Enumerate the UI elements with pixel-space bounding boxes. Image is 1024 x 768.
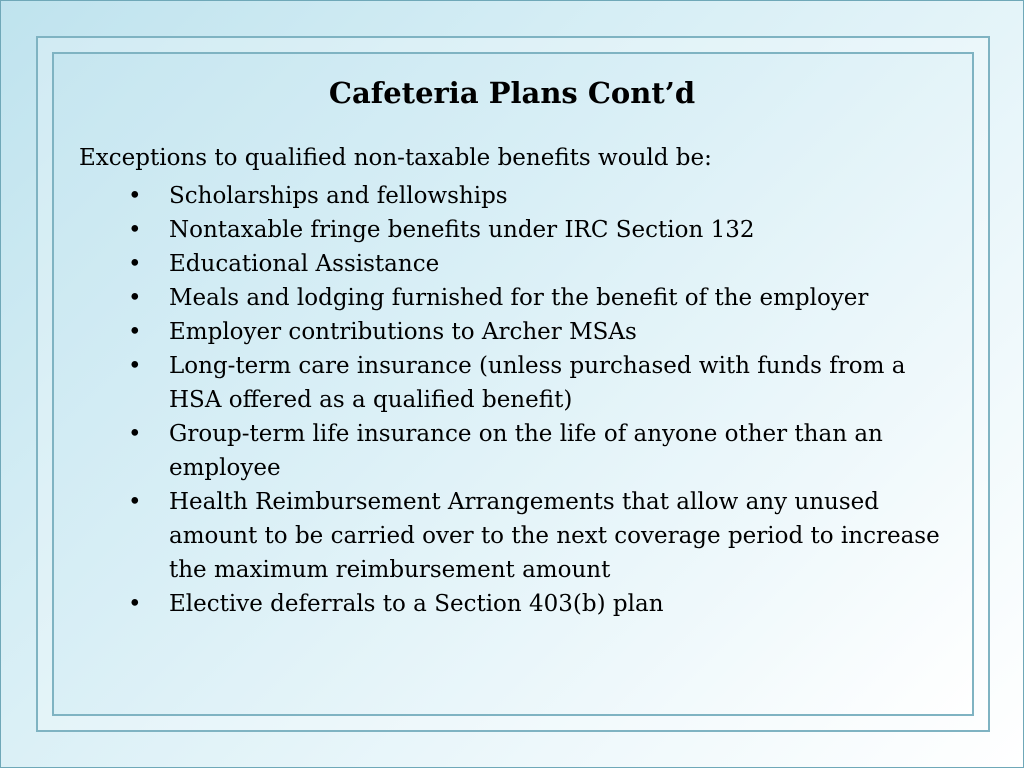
bullet-text: Meals and lodging furnished for the benefit of the employer — [169, 285, 869, 311]
bullet-text: Employer contributions to Archer MSAs — [169, 319, 637, 345]
slide-title: Cafeteria Plans Cont’d — [328, 76, 696, 110]
bullet-text: Long-term care insurance (unless purchased with funds from a HSA offered as a qualified benefit) — [169, 353, 906, 413]
bullet-text: Group-term life insurance on the life of anyone other than an employee — [169, 421, 883, 481]
bullet-list — [128, 179, 943, 621]
bullet-item — [128, 349, 943, 417]
bullet-text: Elective deferrals to a Section 403(b) plan — [169, 591, 664, 617]
bullet-icon: • — [128, 489, 142, 515]
bullet-text: Educational Assistance — [169, 251, 440, 277]
bullet-item — [128, 281, 943, 315]
bullet-item — [128, 417, 943, 485]
bullet-item — [128, 213, 943, 247]
bullet-icon: • — [128, 183, 142, 209]
bullet-icon: • — [128, 217, 142, 243]
bullet-item — [128, 587, 943, 621]
bullet-icon: • — [128, 421, 142, 447]
bullet-icon: • — [128, 353, 142, 379]
bullet-text: Scholarships and fellowships — [169, 183, 508, 209]
bullet-item — [128, 247, 943, 281]
bullet-item — [128, 315, 943, 349]
bullet-text: Health Reimbursement Arrangements that allow any unused amount to be carried over to the next coverage period to increase the maximum reimbursement amount — [169, 489, 940, 583]
bullet-icon: • — [128, 319, 142, 345]
bullet-item — [128, 485, 943, 587]
bullet-icon: • — [128, 285, 142, 311]
bullet-icon: • — [128, 251, 142, 277]
bullet-icon: • — [128, 591, 142, 617]
bullet-text: Nontaxable fringe benefits under IRC Section 132 — [169, 217, 755, 243]
intro-text: Exceptions to qualified non-taxable benefits would be: — [79, 145, 712, 171]
bullet-item — [128, 179, 943, 213]
